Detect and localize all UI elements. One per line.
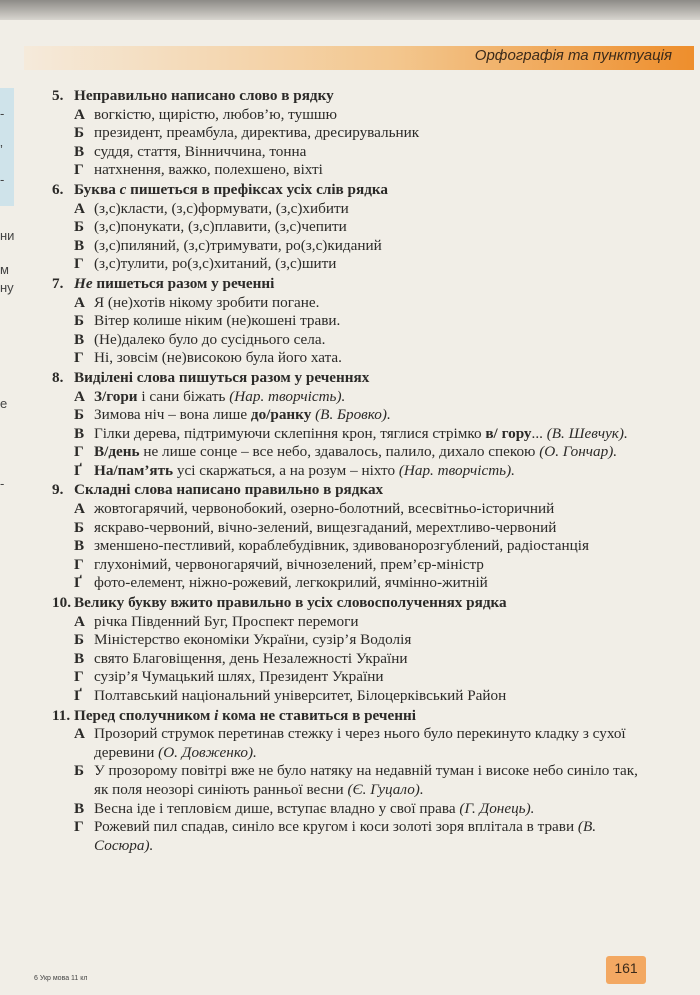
option-letter: Ґ: [74, 687, 82, 704]
answer-option: В свято Благовіщення, день Незалежності України: [74, 649, 408, 667]
answer-option: Г Ні, зовсім (не)високою була його хата.: [74, 349, 342, 367]
margin-fragment: ни: [0, 228, 15, 243]
option-letter: В: [74, 799, 85, 817]
answer-option: Б Вітер колише ніким (не)кошені трави.: [74, 312, 341, 330]
answer-option: Г Рожевий пил спадав, синіло все кругом і коси золоті зоря вплітала в трави (В. Сосюра).: [74, 818, 597, 854]
answer-option: А З/гори і сани біжать (Нар. творчість).: [74, 387, 346, 405]
question-number: 8.: [52, 368, 64, 386]
question-number: 6.: [52, 180, 64, 198]
option-letter: Б: [74, 312, 85, 330]
option-letter: В: [74, 649, 85, 667]
question-number: 7.: [52, 274, 64, 292]
answer-option: В (Не)далеко було до сусіднього села.: [74, 330, 326, 348]
answer-option: Г глухонімий, червоногарячий, вічнозелений, прем’єр-міністр: [74, 555, 484, 573]
answer-option: Б У прозорому повітрі вже не було натяку на недавній туман і високе небо синіло так, як поля неозорі синіють ранньої весни (Є. Гуцало).: [74, 762, 638, 798]
answer-option: В Гілки дерева, підтримуючи склепіння крон, тяглися стрімко в/ гору... (В. Шевчук).: [74, 424, 628, 442]
answer-option: Ґ Полтавський національний університет, Білоцерківський Район: [74, 687, 507, 704]
answer-option: А жовтогарячий, червонобокий, озерно-болотний, всесвітньо-історичний: [74, 500, 555, 518]
option-letter: А: [74, 725, 85, 743]
option-letter: Г: [74, 818, 84, 836]
margin-fragment: е: [0, 396, 8, 411]
answer-option: Г сузір’я Чумацький шлях, Президент України: [74, 668, 384, 686]
question-10: 10. Велику букву вжито правильно в усіх словосполученнях рядка А річка Південний Буг, Проспект перемоги Б Міністерство економіки України, сузір’я Водолія В свято Благовіщення, день Незалежності України Г сузір’я Чумацький шлях, Президент України Ґ Полтавський національний університет, Білоцерківський Район: [52, 594, 652, 706]
margin-fragment: ну: [0, 280, 14, 295]
option-letter: Б: [74, 218, 85, 236]
margin-fragment: м: [0, 262, 9, 277]
answer-option: Г В/день не лише сонце – все небо, здавалось, палило, дихало спекою (О. Гончар).: [74, 443, 618, 461]
answer-option: Ґ На/пам’ять усі скаржаться, а на розум – ніхто (Нар. творчість).: [74, 461, 515, 479]
question-number: 11.: [52, 706, 71, 724]
option-letter: Г: [74, 255, 84, 273]
question-9: 9. Складні слова написано правильно в рядках А жовтогарячий, червонобокий, озерно-болотний, всесвітньо-історичний Б яскраво-червоний, вічно-зелений, вищезгаданий, мерехтливо-червоний В зменшено-пестливий, кораблебудівник, здивованорозгублений, радіостанція Г глухонімий, червоногарячий, вічнозелений, прем’єр-міністр Ґ фото-елемент, ніжно-рожевий, легкокрилий, ячмінно-житній: [52, 481, 652, 593]
answer-option: В Весна іде і тепловієм дише, вступає владно у свої права (Г. Донець).: [74, 799, 535, 817]
question-number: 5.: [52, 87, 64, 104]
option-letter: В: [74, 236, 85, 254]
answer-option: А (з,с)класти, (з,с)формувати, (з,с)хибити: [74, 199, 349, 217]
option-letter: А: [74, 293, 85, 311]
option-letter: Г: [74, 349, 84, 367]
page-top-shadow: [0, 0, 700, 20]
answer-option: Б яскраво-червоний, вічно-зелений, вищезгаданий, мерехтливо-червоний: [74, 518, 557, 536]
answer-option: В зменшено-пестливий, кораблебудівник, здивованорозгублений, радіостанція: [74, 537, 589, 555]
answer-option: Б Зимова ніч – вона лише до/ранку (В. Бровко).: [74, 406, 391, 424]
margin-fragment: -: [0, 476, 5, 491]
option-letter: В: [74, 537, 85, 555]
option-letter: Г: [74, 668, 84, 686]
question-11: 11. Перед сполучником і кома не ставиться в реченні А Прозорий струмок перетинав стежку і через нього було перекинуто кладку з сухої деревини (О. Довженко). Б У прозорому повітрі вже не було натяку на недавній туман і високе небо синіло так, як поля неозорі синіють ранньої весни (Є. Гуцало). В Весна іде і тепловієм дише, вступає владно у свої права (Г. Донець). Г Рожевий пил спадав, синіло все кругом і коси золоті зоря вплітала в трави (В. Сосюра).: [52, 707, 652, 856]
margin-fragment: -: [0, 106, 5, 121]
question-number: 9.: [52, 481, 64, 499]
option-letter: Б: [74, 631, 85, 649]
option-letter: Ґ: [74, 574, 82, 592]
answer-option: Г (з,с)тулити, ро(з,с)хитаний, (з,с)шити: [74, 255, 337, 273]
answer-option: В (з,с)пиляний, (з,с)тримувати, ро(з,с)киданий: [74, 236, 382, 254]
option-letter: А: [74, 612, 85, 630]
option-letter: В: [74, 142, 85, 160]
option-letter: Б: [74, 406, 85, 424]
option-letter: Ґ: [74, 461, 82, 479]
option-letter: Б: [74, 762, 85, 780]
option-letter: А: [74, 105, 85, 123]
question-title: Неправильно написано слово в рядку: [74, 87, 334, 104]
option-letter: Г: [74, 555, 84, 573]
answer-option: Ґ фото-елемент, ніжно-рожевий, легкокрилий, ячмінно-житній: [74, 574, 488, 592]
answer-option: В суддя, стаття, Вінниччина, тонна: [74, 142, 307, 160]
option-letter: Б: [74, 124, 85, 142]
option-letter: А: [74, 500, 85, 518]
option-letter: Г: [74, 443, 84, 461]
option-letter: В: [74, 330, 85, 348]
option-letter: Б: [74, 518, 85, 536]
margin-fragment: -: [0, 172, 5, 187]
exercise-list: [52, 86, 652, 855]
question-6: 6. Буква с пишеться в префіксах усіх слів рядка А (з,с)класти, (з,с)формувати, (з,с)хибити Б (з,с)понукати, (з,с)плавити, (з,с)чепити В (з,с)пиляний, (з,с)тримувати, ро(з,с)киданий Г (з,с)тулити, ро(з,с)хитаний, (з,с)шити: [52, 181, 652, 274]
option-letter: А: [74, 387, 85, 405]
option-letter: Г: [74, 161, 84, 179]
answer-option: А Прозорий струмок перетинав стежку і через нього було перекинуто кладку з сухої деревини (О. Довженко).: [74, 725, 626, 761]
answer-option: Б президент, преамбула, директива, дресирувальник: [74, 124, 420, 142]
footer-note: 6 Укр мова 11 кл: [34, 975, 88, 982]
answer-option: Б Міністерство економіки України, сузір’я Водолія: [74, 631, 412, 649]
question-7: 7. Не пишеться разом у реченні А Я (не)хотів нікому зробити погане. Б Вітер колише ніким (не)кошені трави. В (Не)далеко було до сусіднього села. Г Ні, зовсім (не)високою була його хата.: [52, 275, 652, 368]
answer-option: А Я (не)хотів нікому зробити погане.: [74, 293, 320, 311]
answer-option: Г натхнення, важко, полехшено, віхті: [74, 161, 323, 179]
question-5: [52, 87, 652, 180]
question-8: 8. Виділені слова пишуться разом у реченнях А З/гори і сани біжать (Нар. творчість). Б Зимова ніч – вона лише до/ранку (В. Бровко). В Гілки дерева, підтримуючи склепіння крон, тяглися стрімко в/ гору... (В. Шевчук). Г В/день не лише сонце – все небо, здавалось, палило, дихало спекою (О. Гончар). Ґ На/пам’ять усі скаржаться, а на розум – ніхто (Нар. творчість).: [52, 369, 652, 481]
answer-option: А річка Південний Буг, Проспект перемоги: [74, 612, 359, 630]
page-number: 161: [614, 960, 638, 976]
margin-fragment: ’: [0, 142, 3, 157]
answer-option: А вогкістю, щирістю, любов’ю, тушшю: [74, 105, 337, 123]
question-number: 10.: [52, 594, 71, 612]
option-letter: А: [74, 199, 85, 217]
option-letter: В: [74, 424, 85, 442]
answer-option: Б (з,с)понукати, (з,с)плавити, (з,с)чепити: [74, 218, 347, 236]
section-title: Орфографія та пунктуація: [474, 47, 672, 64]
